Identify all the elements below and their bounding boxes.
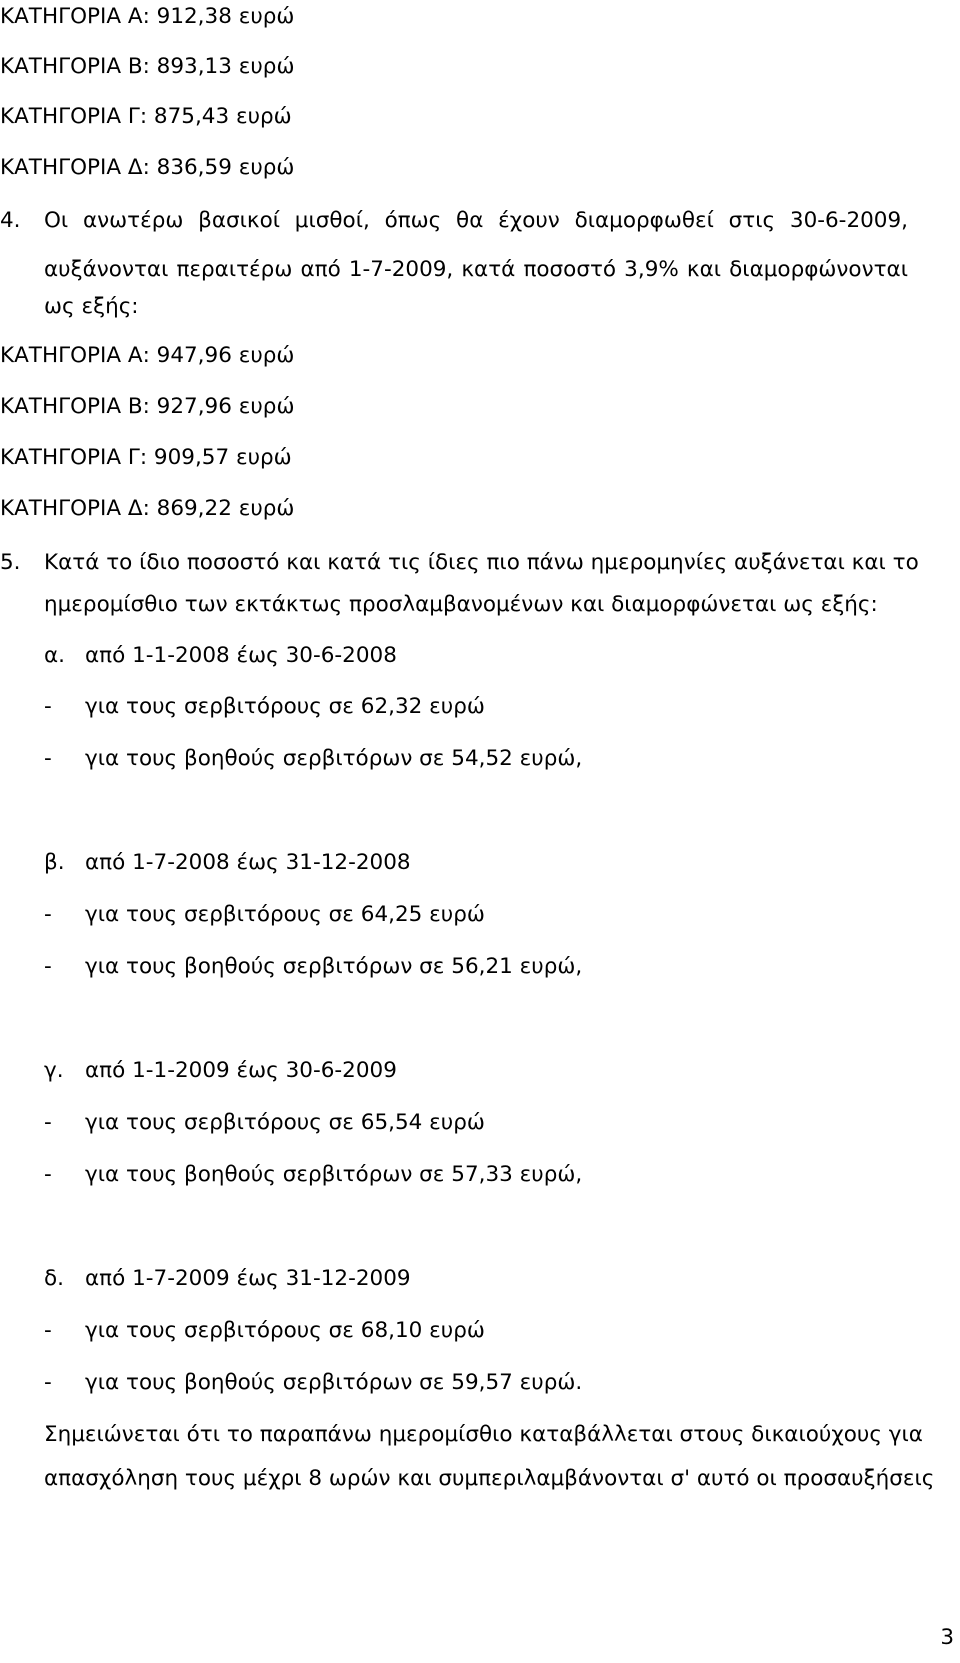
- rate-line: για τους σερβιτόρους σε 62,32 ευρώ: [85, 694, 485, 719]
- dash-marker: -: [44, 746, 52, 771]
- rate-line: για τους βοηθούς σερβιτόρων σε 57,33 ευρώ,: [85, 1162, 583, 1187]
- dash-marker: -: [44, 1110, 52, 1135]
- category-line: ΚΑΤΗΓΟΡΙΑ Γ: 875,43 ευρώ: [0, 104, 292, 129]
- dash-marker: -: [44, 954, 52, 979]
- rate-line: για τους βοηθούς σερβιτόρων σε 54,52 ευρώ,: [85, 746, 583, 771]
- period-range: από 1-7-2008 έως 31-12-2008: [85, 850, 411, 875]
- category-line: ΚΑΤΗΓΟΡΙΑ Δ: 869,22 ευρώ: [0, 496, 295, 521]
- note-line: απασχόληση τους μέχρι 8 ωρών και συμπεριλαμβάνονται σ' αυτό οι προσαυξήσεις: [44, 1466, 935, 1491]
- dash-marker: -: [44, 1162, 52, 1187]
- period-range: από 1-1-2008 έως 30-6-2008: [85, 643, 397, 668]
- rate-line: για τους σερβιτόρους σε 65,54 ευρώ: [85, 1110, 485, 1135]
- category-line: ΚΑΤΗΓΟΡΙΑ Β: 893,13 ευρώ: [0, 54, 295, 79]
- category-line: ΚΑΤΗΓΟΡΙΑ Γ: 909,57 ευρώ: [0, 445, 292, 470]
- category-line: ΚΑΤΗΓΟΡΙΑ Β: 927,96 ευρώ: [0, 394, 295, 419]
- period-range: από 1-7-2009 έως 31-12-2009: [85, 1266, 411, 1291]
- rate-line: για τους βοηθούς σερβιτόρων σε 56,21 ευρώ,: [85, 954, 583, 979]
- rate-line: για τους σερβιτόρους σε 68,10 ευρώ: [85, 1318, 485, 1343]
- category-line: ΚΑΤΗΓΟΡΙΑ Α: 947,96 ευρώ: [0, 343, 295, 368]
- period-label: β.: [44, 850, 65, 875]
- rate-line: για τους σερβιτόρους σε 64,25 ευρώ: [85, 902, 485, 927]
- paragraph-line: Οι ανωτέρω βασικοί μισθοί, όπως θα έχουν διαμορφωθεί στις 30-6-2009,: [44, 208, 908, 233]
- dash-marker: -: [44, 1370, 52, 1395]
- item-number: 5.: [0, 550, 21, 575]
- note-line: Σημειώνεται ότι το παραπάνω ημερομίσθιο καταβάλλεται στους δικαιούχους για: [44, 1422, 923, 1447]
- period-label: δ.: [44, 1266, 64, 1291]
- period-label: α.: [44, 643, 66, 668]
- category-line: ΚΑΤΗΓΟΡΙΑ Α: 912,38 ευρώ: [0, 4, 295, 29]
- item-number: 4.: [0, 208, 21, 233]
- paragraph-line: ως εξής:: [44, 294, 139, 319]
- paragraph-line: αυξάνονται περαιτέρω από 1-7-2009, κατά ποσοστό 3,9% και διαμορφώνονται: [44, 257, 908, 282]
- dash-marker: -: [44, 902, 52, 927]
- paragraph-line: ημερομίσθιο των εκτάκτως προσλαμβανομένων και διαμορφώνεται ως εξής:: [44, 592, 878, 617]
- period-range: από 1-1-2009 έως 30-6-2009: [85, 1058, 397, 1083]
- rate-line: για τους βοηθούς σερβιτόρων σε 59,57 ευρώ.: [85, 1370, 583, 1395]
- dash-marker: -: [44, 694, 52, 719]
- period-label: γ.: [44, 1058, 64, 1083]
- page-number: 3: [940, 1625, 954, 1650]
- paragraph-line: Κατά το ίδιο ποσοστό και κατά τις ίδιες πιο πάνω ημερομηνίες αυξάνεται και το: [44, 550, 919, 575]
- category-line: ΚΑΤΗΓΟΡΙΑ Δ: 836,59 ευρώ: [0, 155, 295, 180]
- dash-marker: -: [44, 1318, 52, 1343]
